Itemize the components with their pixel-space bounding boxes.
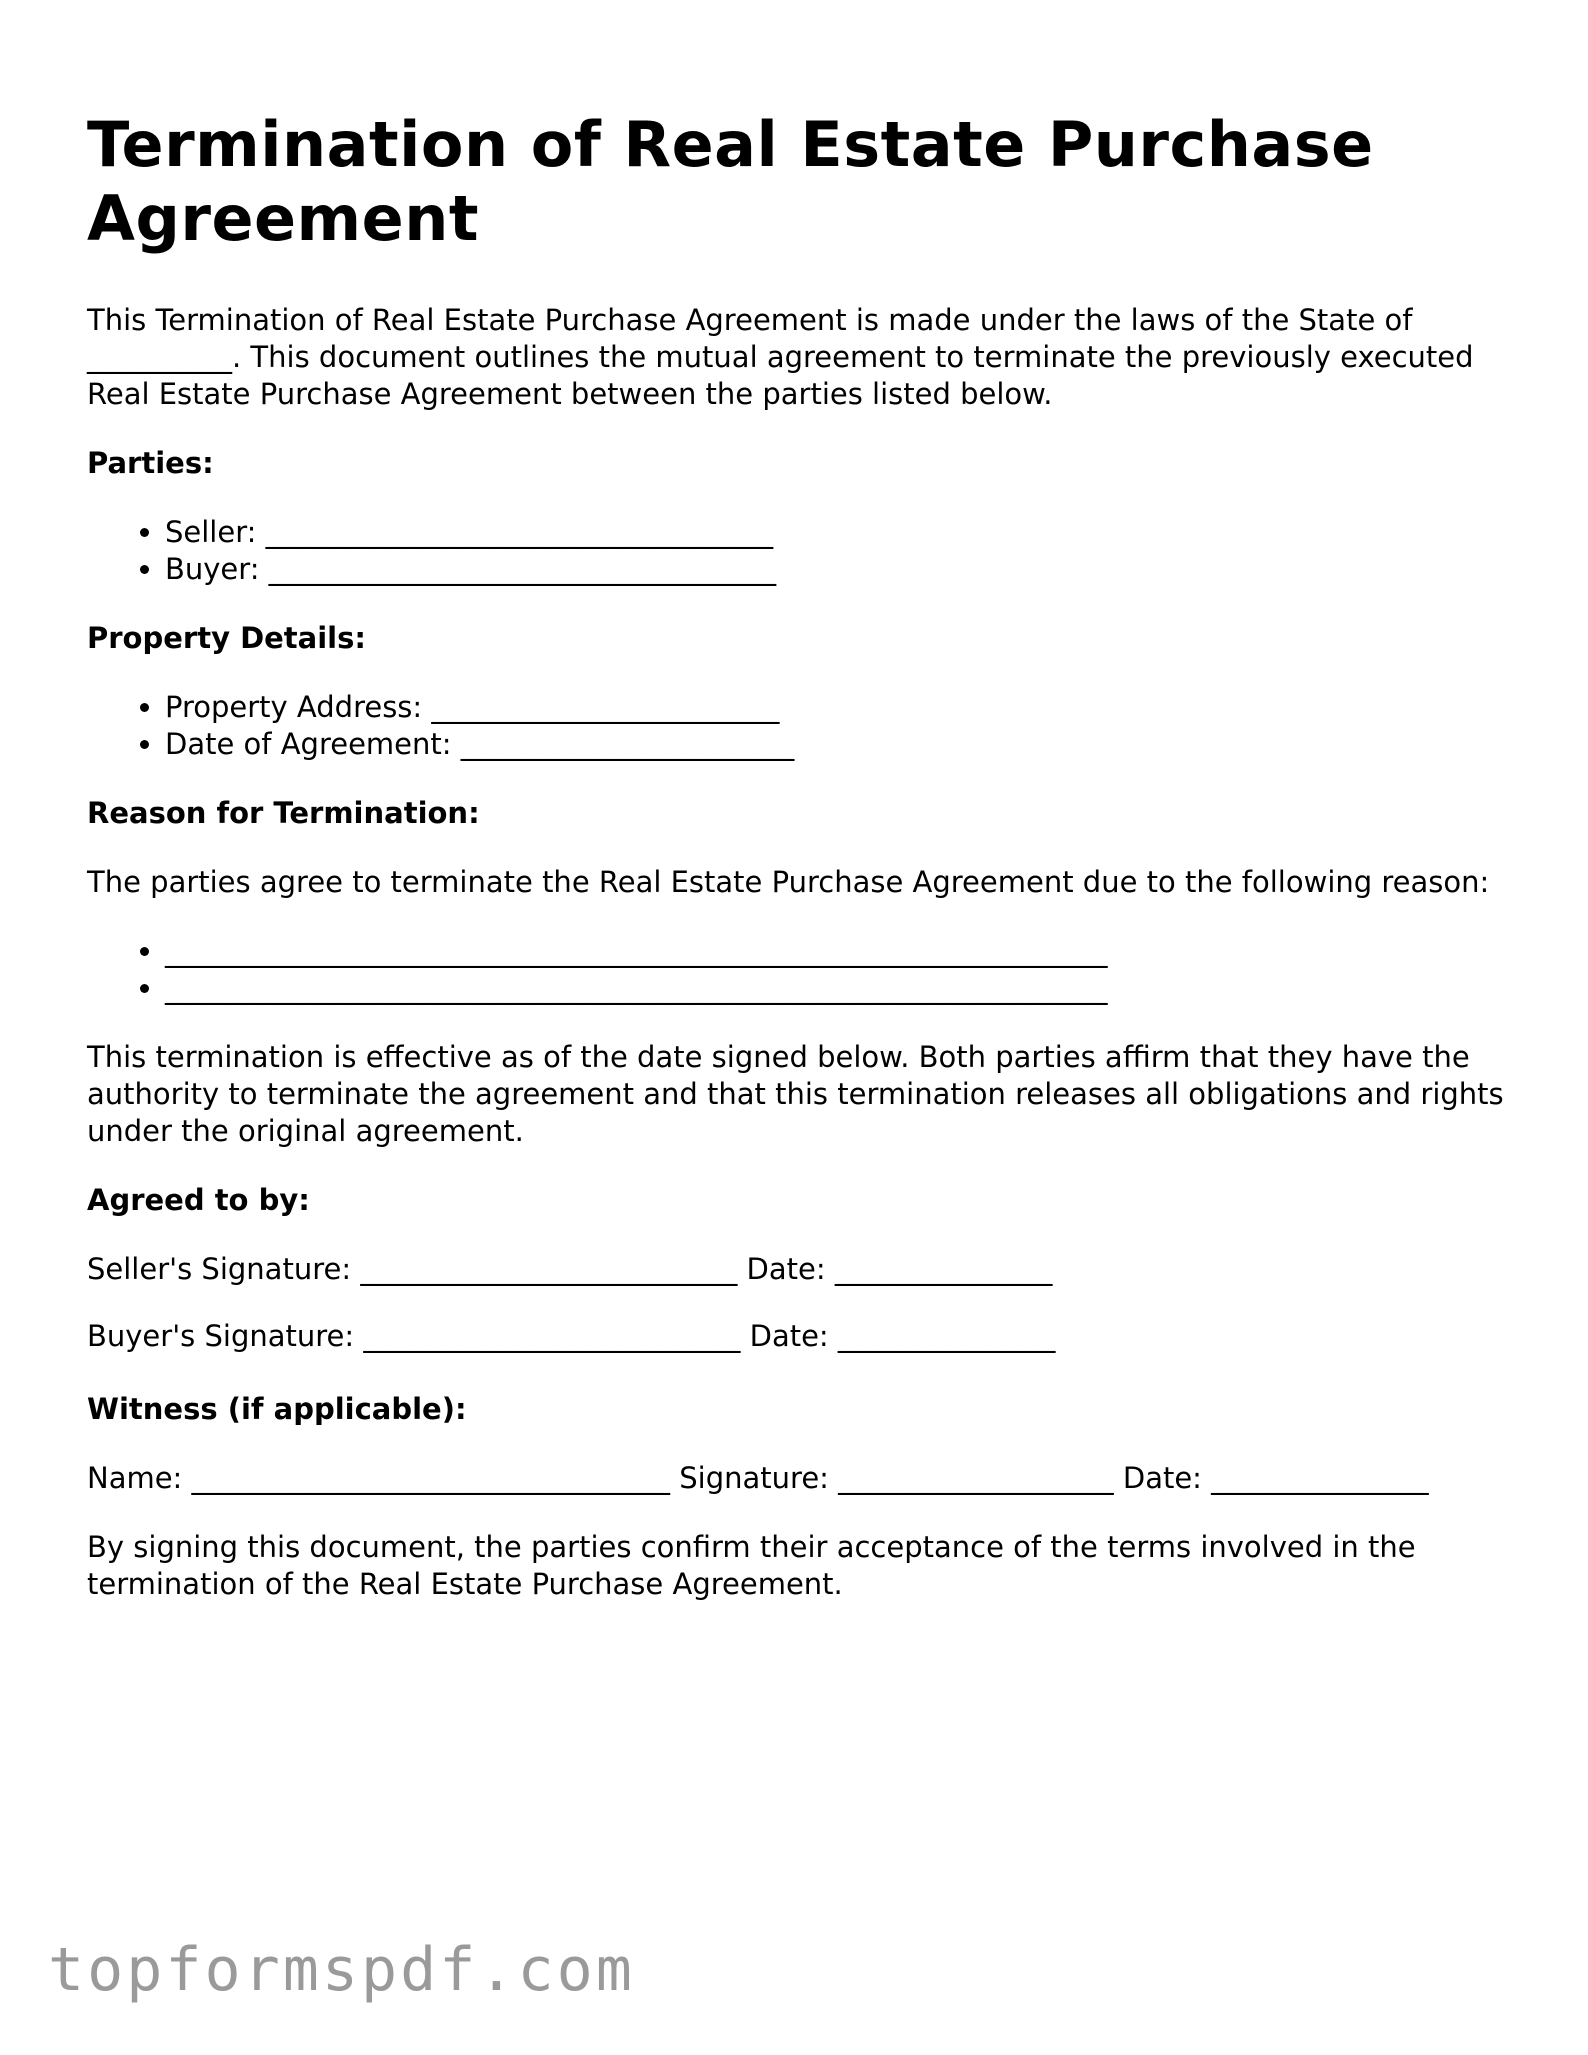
- effective-paragraph: This termination is effective as of the date signed below. Both parties affirm that they have the authority to terminate the agreement and that this termination releases all obligations and rights under the original agreement.: [87, 1040, 1504, 1148]
- watermark: topformspdf.com: [48, 1935, 635, 2005]
- parties-heading: Parties:: [87, 446, 214, 480]
- closing-paragraph: By signing this document, the parties confirm their acceptance of the terms involved in the termination of the Real Estate Purchase Agreement.: [87, 1530, 1416, 1601]
- property-list: [87, 689, 1527, 763]
- document-page: [87, 108, 1527, 1635]
- reason-line-1: • _________________________________________________________________: [165, 933, 1527, 970]
- intro-paragraph: This Termination of Real Estate Purchase Agreement is made under the laws of the State of __________. This document outlines the mutual agreement to terminate the previously executed Real Estate Purchase Agreement between the parties listed below.: [87, 303, 1474, 411]
- seller-field: • Seller: ___________________________________: [165, 514, 1527, 551]
- buyer-field: • Buyer: ___________________________________: [165, 551, 1527, 588]
- property-heading: Property Details:: [87, 621, 366, 655]
- seller-signature-line: Seller's Signature: __________________________ Date: _______________: [87, 1252, 1053, 1286]
- agreed-heading: Agreed to by:: [87, 1183, 310, 1217]
- reason-heading: Reason for Termination:: [87, 796, 480, 830]
- reason-list: [87, 933, 1527, 1007]
- buyer-signature-line: Buyer's Signature: __________________________ Date: _______________: [87, 1319, 1056, 1353]
- agreement-date-field: • Date of Agreement: _______________________: [165, 726, 1527, 763]
- parties-list: [87, 514, 1527, 588]
- property-address-field: • Property Address: ________________________: [165, 689, 1527, 726]
- reason-line-2: • _________________________________________________________________: [165, 970, 1527, 1007]
- document-title: Termination of Real Estate Purchase Agreement: [87, 108, 1374, 255]
- witness-heading: Witness (if applicable):: [87, 1392, 467, 1426]
- witness-line: Name: _________________________________ Signature: ___________________ Date: _______________: [87, 1461, 1429, 1495]
- reason-paragraph: The parties agree to terminate the Real Estate Purchase Agreement due to the following reason:: [87, 865, 1490, 899]
